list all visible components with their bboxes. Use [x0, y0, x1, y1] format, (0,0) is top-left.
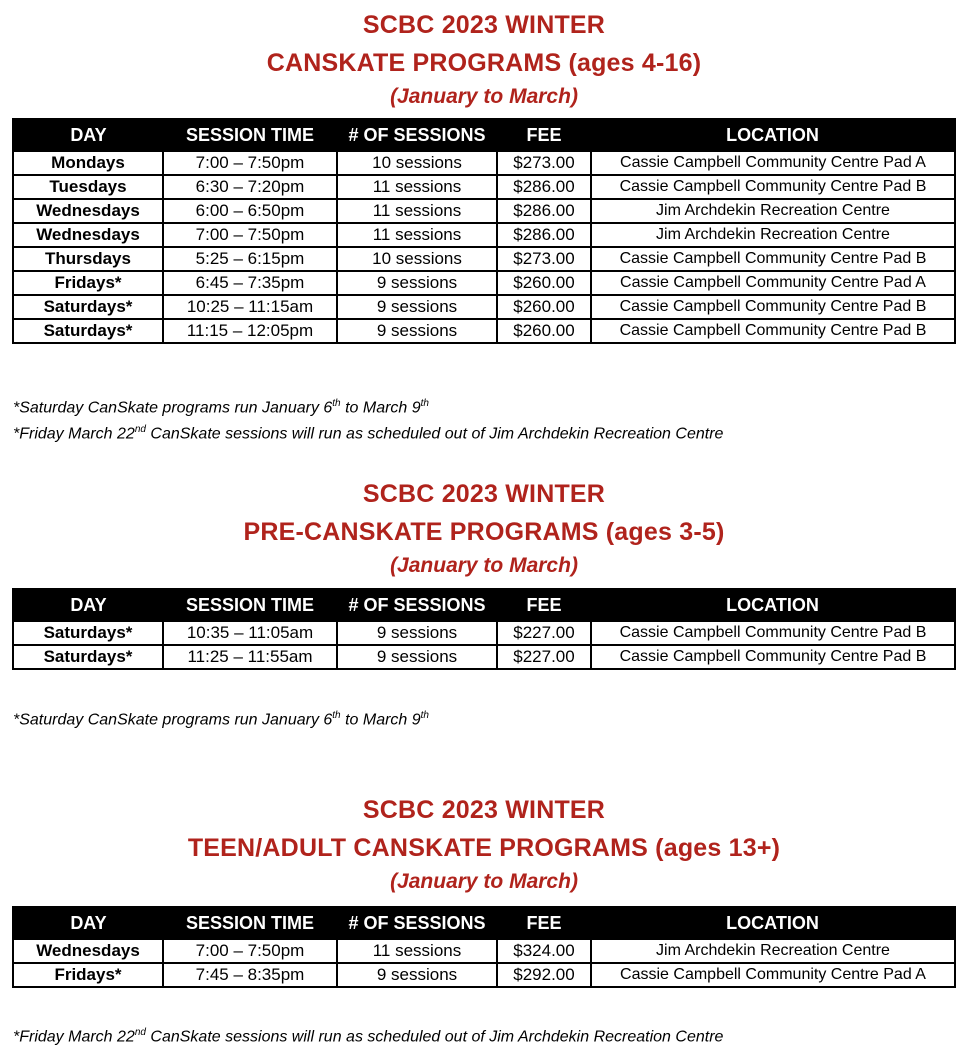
section-title-line1: SCBC 2023 WINTER [362, 11, 606, 39]
day-cell: Wednesdays [13, 223, 163, 247]
footnote-text: to March 9 [340, 711, 421, 729]
section-title-line1: SCBC 2023 WINTER [362, 796, 606, 824]
table-row [13, 223, 955, 247]
fee-cell: $286.00 [497, 199, 591, 223]
footnote [13, 703, 429, 733]
section-subtitle: (January to March) [390, 85, 578, 108]
footnote-superscript: th [420, 710, 429, 721]
day-cell: Fridays* [13, 963, 163, 987]
footnote-superscript: th [332, 710, 341, 721]
sessions-count-cell: 11 sessions [337, 939, 497, 963]
header-day: DAY [13, 589, 163, 621]
sessions-count-cell: 11 sessions [337, 175, 497, 199]
fee-cell: $286.00 [497, 175, 591, 199]
location-cell: Cassie Campbell Community Centre Pad B [591, 645, 955, 669]
location-cell: Cassie Campbell Community Centre Pad B [591, 175, 955, 199]
day-cell: Mondays [13, 151, 163, 175]
location-cell: Jim Archdekin Recreation Centre [591, 223, 955, 247]
sessions-count-cell: 9 sessions [337, 963, 497, 987]
location-cell: Cassie Campbell Community Centre Pad B [591, 247, 955, 271]
day-cell: Thursdays [13, 247, 163, 271]
fee-cell: $260.00 [497, 319, 591, 343]
table-row [13, 621, 955, 645]
day-cell: Wednesdays [13, 939, 163, 963]
footnote [13, 1020, 723, 1050]
fee-cell: $260.00 [497, 295, 591, 319]
table-row [13, 175, 955, 199]
footnote-superscript: nd [134, 1027, 146, 1038]
header-location: LOCATION [591, 907, 955, 939]
sessions-count-cell: 10 sessions [337, 151, 497, 175]
footnote-superscript: nd [134, 424, 146, 435]
sessions-count-cell: 9 sessions [337, 645, 497, 669]
session-time-cell: 7:00 – 7:50pm [163, 151, 337, 175]
section-title-line2: CANSKATE PROGRAMS (ages 4-16) [266, 49, 702, 77]
session-time-cell: 7:00 – 7:50pm [163, 223, 337, 247]
table-row [13, 247, 955, 271]
sessions-count-cell: 9 sessions [337, 621, 497, 645]
section-title-line1: SCBC 2023 WINTER [362, 480, 606, 508]
fee-cell: $260.00 [497, 271, 591, 295]
footnote-superscript: th [420, 398, 429, 409]
session-time-cell: 7:45 – 8:35pm [163, 963, 337, 987]
section-title-line2: PRE-CANSKATE PROGRAMS (ages 3-5) [243, 518, 725, 546]
header-session-time: SESSION TIME [163, 589, 337, 621]
fee-cell: $227.00 [497, 645, 591, 669]
header-sessions-count: # OF SESSIONS [337, 907, 497, 939]
session-time-cell: 6:30 – 7:20pm [163, 175, 337, 199]
session-time-cell: 10:35 – 11:05am [163, 621, 337, 645]
table-row [13, 645, 955, 669]
footnote-text: CanSkate sessions will run as scheduled out of Jim Archdekin Recreation Centre [145, 425, 724, 443]
header-day: DAY [13, 907, 163, 939]
day-cell: Wednesdays [13, 199, 163, 223]
fee-cell: $273.00 [497, 247, 591, 271]
fee-cell: $227.00 [497, 621, 591, 645]
header-location: LOCATION [591, 119, 955, 151]
pre-canskate-schedule-table [12, 588, 956, 670]
fee-cell: $292.00 [497, 963, 591, 987]
table-header-row [13, 119, 955, 151]
fee-cell: $286.00 [497, 223, 591, 247]
location-cell: Cassie Campbell Community Centre Pad A [591, 963, 955, 987]
location-cell: Cassie Campbell Community Centre Pad B [591, 319, 955, 343]
sessions-count-cell: 11 sessions [337, 223, 497, 247]
table-row [13, 295, 955, 319]
section-subtitle: (January to March) [390, 870, 578, 893]
canskate-schedule-table [12, 118, 956, 344]
location-cell: Cassie Campbell Community Centre Pad B [591, 295, 955, 319]
location-cell: Cassie Campbell Community Centre Pad B [591, 621, 955, 645]
header-location: LOCATION [591, 589, 955, 621]
table-row [13, 151, 955, 175]
section-title-line2: TEEN/ADULT CANSKATE PROGRAMS (ages 13+) [187, 834, 781, 862]
pre-canskate-section [0, 475, 968, 581]
teen-adult-canskate-section [0, 791, 968, 897]
session-time-cell: 11:15 – 12:05pm [163, 319, 337, 343]
location-cell: Cassie Campbell Community Centre Pad A [591, 271, 955, 295]
teen-adult-schedule-table [12, 906, 956, 988]
session-time-cell: 5:25 – 6:15pm [163, 247, 337, 271]
table-row [13, 319, 955, 343]
day-cell: Saturdays* [13, 621, 163, 645]
section-subtitle: (January to March) [390, 554, 578, 577]
table-header-row [13, 589, 955, 621]
location-cell: Jim Archdekin Recreation Centre [591, 939, 955, 963]
session-time-cell: 7:00 – 7:50pm [163, 939, 337, 963]
sessions-count-cell: 9 sessions [337, 271, 497, 295]
day-cell: Saturdays* [13, 645, 163, 669]
fee-cell: $273.00 [497, 151, 591, 175]
sessions-count-cell: 9 sessions [337, 319, 497, 343]
day-cell: Saturdays* [13, 295, 163, 319]
table-header-row [13, 907, 955, 939]
header-fee: FEE [497, 119, 591, 151]
footnote-text: *Saturday CanSkate programs run January 6 [13, 399, 333, 417]
header-session-time: SESSION TIME [163, 907, 337, 939]
session-time-cell: 6:00 – 6:50pm [163, 199, 337, 223]
day-cell: Saturdays* [13, 319, 163, 343]
fee-cell: $324.00 [497, 939, 591, 963]
sessions-count-cell: 10 sessions [337, 247, 497, 271]
sessions-count-cell: 9 sessions [337, 295, 497, 319]
table-row [13, 939, 955, 963]
location-cell: Jim Archdekin Recreation Centre [591, 199, 955, 223]
session-time-cell: 6:45 – 7:35pm [163, 271, 337, 295]
day-cell: Fridays* [13, 271, 163, 295]
day-cell: Tuesdays [13, 175, 163, 199]
location-cell: Cassie Campbell Community Centre Pad A [591, 151, 955, 175]
footnote-superscript: th [332, 398, 341, 409]
header-sessions-count: # OF SESSIONS [337, 589, 497, 621]
footnote [13, 417, 723, 447]
header-fee: FEE [497, 589, 591, 621]
footnote-text: *Saturday CanSkate programs run January 6 [13, 711, 333, 729]
footnote-text: CanSkate sessions will run as scheduled out of Jim Archdekin Recreation Centre [145, 1028, 724, 1046]
sessions-count-cell: 11 sessions [337, 199, 497, 223]
header-session-time: SESSION TIME [163, 119, 337, 151]
table-row [13, 963, 955, 987]
canskate-section [0, 6, 968, 112]
session-time-cell: 11:25 – 11:55am [163, 645, 337, 669]
footnote-text: to March 9 [340, 399, 421, 417]
header-sessions-count: # OF SESSIONS [337, 119, 497, 151]
table-row [13, 271, 955, 295]
session-time-cell: 10:25 – 11:15am [163, 295, 337, 319]
footnote-text: *Friday March 22 [13, 1028, 135, 1046]
footnote-text: *Friday March 22 [13, 425, 135, 443]
table-row [13, 199, 955, 223]
header-day: DAY [13, 119, 163, 151]
header-fee: FEE [497, 907, 591, 939]
